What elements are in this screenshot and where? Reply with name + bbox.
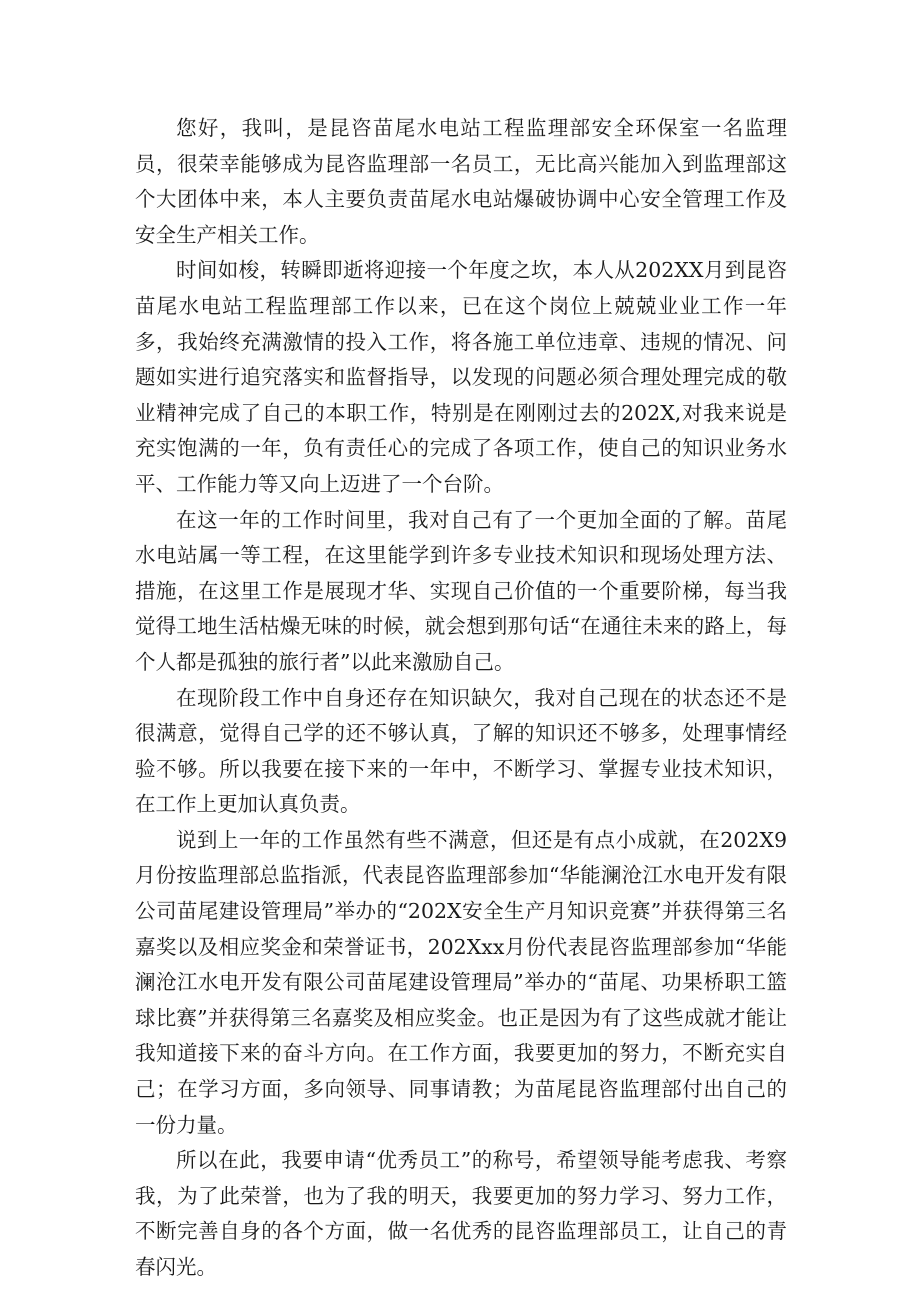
paragraph-achievements: 说到上一年的工作虽然有些不满意，但还是有点小成就，在202X9月份按监理部总监指派，代表昆咨监理部参加“华能澜沧江水电开发有限公司苗尾建设管理局”举办的“202X安全生产月知识竞赛”并获得第三名嘉奖以及相应奖金和荣誉证书，202Xxx月份代表昆咨监理部参加“华能澜沧江水电开发有限公司苗尾建设管理局”举办的“苗尾、功果桥职工篮球比赛”并获得第三名嘉奖及相应奖金。也正是因为有了这些成就才能让我知道接下来的奋斗方向。在工作方面，我要更加的努力，不断充实自己；在学习方面，多向领导、同事请教；为苗尾昆咨监理部付出自己的一份力量。 [135,827,787,1137]
paragraph-introduction: 您好，我叫，是昆咨苗尾水电站工程监理部安全环保室一名监理员，很荣幸能够成为昆咨监理部一名员工，无比高兴能加入到监理部这个大团体中来，本人主要负责苗尾水电站爆破协调中心安全管理工作及安全生产相关工作。 [135,116,787,247]
paragraph-application: 所以在此，我要申请“优秀员工”的称号，希望领导能考虑我、考察我，为了此荣誉，也为了我的明天，我要更加的努力学习、努力工作，不断完善自身的各个方面，做一名优秀的昆咨监理部员工，让自己的青春闪光。 [135,1148,787,1279]
paragraph-work-review: 时间如梭，转瞬即逝将迎接一个年度之坎，本人从202XX月到昆咨苗尾水电站工程监理部工作以来，已在这个岗位上兢兢业业工作一年多，我始终充满激情的投入工作，将各施工单位违章、违规的情况、问题如实进行追究落实和监督指导，以发现的问题必须合理处理完成的敬业精神完成了自己的本职工作，特别是在刚刚过去的202X,对我来说是充实饱满的一年，负有责任心的完成了各项工作，使自己的知识业务水平、工作能力等又向上迈进了一个台阶。 [135,258,787,496]
paragraph-self-understanding: 在这一年的工作时间里，我对自己有了一个更加全面的了解。苗尾水电站属一等工程，在这里能学到许多专业技术知识和现场处理方法、措施，在这里工作是展现才华、实现自己价值的一个重要阶梯，每当我觉得工地生活枯燥无味的时候，就会想到那句话“在通往未来的路上，每个人都是孤独的旅行者”以此来激励自己。 [135,507,787,674]
document-page [135,111,787,1279]
paragraph-shortcomings: 在现阶段工作中自身还存在知识缺欠，我对自己现在的状态还不是很满意，觉得自己学的还不够认真，了解的知识还不够多，处理事情经验不够。所以我要在接下来的一年中，不断学习、掌握专业技术知识，在工作上更加认真负责。 [135,685,787,817]
